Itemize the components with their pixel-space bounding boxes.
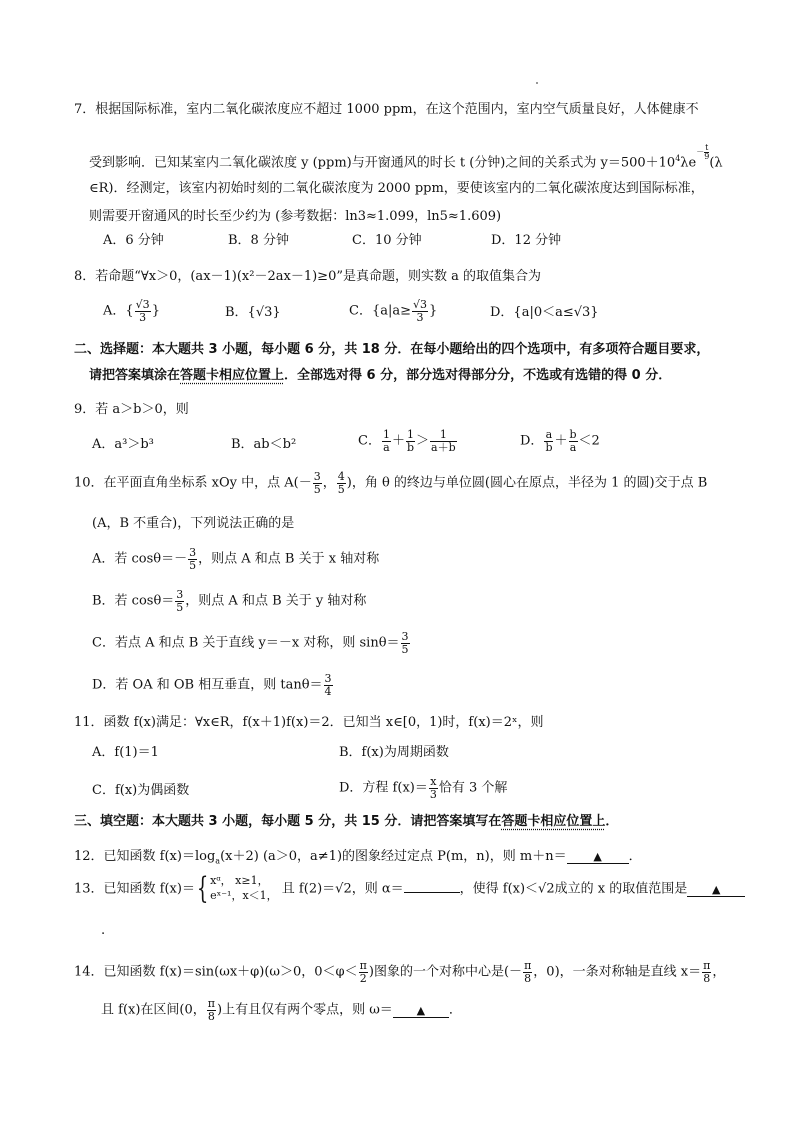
- q8-option-d-text: D．{a|0＜a≤√3}: [490, 305, 599, 320]
- q14-l1-d: ，: [712, 964, 726, 980]
- q9-c-f3d: a＋b: [431, 440, 456, 454]
- q8-option-b: [225, 306, 281, 319]
- q7-option-c-text: C．10 分钟: [352, 233, 422, 248]
- q10-d-den: 4: [324, 684, 332, 698]
- q13-answer-blank-range[interactable]: [687, 883, 745, 897]
- q10-f2n: 4: [337, 470, 345, 483]
- q14-f4n: π: [207, 997, 215, 1010]
- q9-c-f2n: 1: [406, 428, 414, 441]
- q10-stem-mid: ，: [322, 475, 336, 491]
- q12-text-a: 12．已知函数 f(x)＝log: [74, 849, 216, 864]
- q8-c-pre: C．{a|a≥: [349, 303, 411, 319]
- q14-f2n: π: [524, 959, 532, 972]
- q8-c-den: 3: [416, 310, 424, 324]
- q9-d-plus: ＋: [554, 433, 568, 449]
- q10-option-d: [92, 673, 334, 697]
- q10-b-post: ，则点 A 和点 B 关于 y 轴对称: [185, 593, 367, 609]
- q7-exp-frac: － $\frac{t}{9}$: [696, 143, 710, 161]
- q10-frac2: [337, 471, 346, 495]
- q14-l1-a: 14．已知函数 f(x)＝sin(ωx＋φ)(ω＞0，0＜φ＜: [74, 964, 358, 980]
- q7-line1-text: 7．根据国际标准，室内二氧化碳浓度应不超过 1000 ppm，在这个范围内，室内空气质量良好，人体健康不: [74, 102, 699, 117]
- q11-d-pre: D．方程 f(x)＝: [339, 780, 428, 796]
- q10-a-pre: A．若 cosθ＝－: [92, 551, 188, 567]
- q14-frac4: [207, 998, 216, 1022]
- q12-text-b: (x＋2) (a＞0，a≠1)的图象经过定点 P(m，n)，则 m＋n＝: [220, 849, 567, 864]
- q10-option-c: [92, 631, 411, 655]
- q8-option-c: [349, 299, 437, 323]
- q8-c-frac: [412, 299, 428, 323]
- section2-line2: [89, 369, 671, 382]
- q7-line4-text: 则需要开窗通风的时长至少约为 (参考数据：ln3≈1.099，ln5≈1.609): [89, 209, 502, 224]
- q7-option-d-text: D．12 分钟: [491, 233, 562, 248]
- q14-end: ．: [448, 1002, 462, 1018]
- q14-l1-b: )图象的一个对称中心是(－: [368, 964, 523, 980]
- q7-option-b: [228, 234, 289, 247]
- section2-line1-text: 二、选择题：本大题共 3 小题，每小题 6 分，共 18 分．在每小题给出的四个选项中，有多项符合题目要求，: [74, 342, 710, 357]
- q10-b-pre: B．若 cosθ＝: [92, 593, 175, 609]
- q10-f2d: 5: [337, 482, 345, 496]
- q9-c-f1d: a: [383, 440, 390, 454]
- q12-answer-blank[interactable]: [567, 850, 629, 864]
- q10-stem: [74, 471, 707, 495]
- q10-d-pre: D．若 OA 和 OB 相互垂直，则 tanθ＝: [92, 677, 323, 693]
- q10-c-num: 3: [401, 630, 409, 643]
- q14-l1-c: ，0)，一条对称轴是直线 x＝: [533, 964, 702, 980]
- q11-d-post: 恰有 3 个解: [438, 780, 508, 796]
- q7-option-a: [103, 234, 164, 247]
- q9-c-frac1: [382, 429, 391, 453]
- q9-c-frac2: [406, 429, 415, 453]
- q11-stem: [74, 716, 544, 729]
- q13-pre: 13．已知函数 f(x)＝: [74, 881, 195, 897]
- q10-stem-b: )，角 θ 的终边与单位圆(圆心在原点，半径为 1 的圆)交于点 B: [346, 475, 708, 491]
- q8-option-b-text: B．{√3}: [225, 305, 281, 320]
- q11-option-c-text: C．f(x)为偶函数: [92, 783, 190, 798]
- q14-frac2: [523, 960, 532, 984]
- q8-a-frac: [135, 299, 151, 323]
- q7-exp-frac-den: 9: [704, 152, 710, 161]
- q14-line1: [74, 960, 725, 984]
- section2-line2-a: 请把答案填涂在: [89, 368, 181, 383]
- q8-option-a: [103, 299, 160, 323]
- q9-c-plus: ＋: [391, 433, 405, 449]
- section3-heading: [74, 815, 618, 828]
- section2-line1: [74, 343, 709, 356]
- q7-option-a-text: A．6 分钟: [103, 233, 164, 248]
- q10-c-frac: [401, 631, 410, 655]
- q8-a-num: √3: [135, 298, 150, 311]
- q11-option-a-text: A．f(1)＝1: [92, 745, 159, 760]
- q9-c-f1n: 1: [382, 428, 390, 441]
- q9-option-a: [92, 438, 154, 451]
- q10-d-num: 3: [324, 672, 332, 685]
- q11-option-b: [339, 746, 449, 759]
- q10-frac1: [313, 471, 322, 495]
- q14-f3d: 8: [703, 971, 711, 985]
- q10-option-a: [92, 547, 379, 571]
- q9-d-post: ＜2: [578, 433, 600, 449]
- q7-line1: [74, 103, 699, 116]
- q9-c-frac3: [430, 429, 457, 453]
- q14-frac1: [359, 960, 368, 984]
- q10-stem-a: 10．在平面直角坐标系 xOy 中，点 A(－: [74, 475, 312, 491]
- q11-d-den: 3: [429, 787, 437, 801]
- q7-exp-frac-num: t: [705, 143, 709, 152]
- q10-b-den: 5: [176, 600, 184, 614]
- q9-d-f1d: b: [545, 440, 553, 454]
- q12-triangle-icon: ▲: [593, 850, 602, 863]
- q13-triangle-icon: ▲: [711, 882, 721, 896]
- q11-option-d: [339, 776, 507, 800]
- section3-dotted-phrase: 答题卡相应位置上: [501, 814, 606, 829]
- q12-line: [74, 850, 642, 866]
- q9-stem-text: 9．若 a＞b＞0，则: [74, 402, 189, 417]
- q9-option-d: [520, 429, 600, 453]
- q9-d-f2n: b: [569, 428, 577, 441]
- q14-line2: [101, 998, 462, 1022]
- q7-lambda-e: λe: [680, 155, 697, 171]
- q9-d-f1n: a: [545, 428, 553, 441]
- q14-frac3: [702, 960, 711, 984]
- q13-line: [74, 871, 745, 906]
- q8-c-num: √3: [413, 298, 428, 311]
- q14-f1d: 2: [359, 971, 367, 985]
- q9-d-pre: D．: [520, 433, 544, 449]
- q9-stem: [74, 403, 189, 416]
- q10-d-frac: [324, 673, 333, 697]
- q10-f1d: 5: [313, 482, 321, 496]
- q10-a-post: ，则点 A 和点 B 关于 x 轴对称: [198, 551, 380, 567]
- q7-line3: [89, 182, 704, 195]
- q9-option-a-text: A．a³＞b³: [92, 437, 154, 452]
- q11-d-frac: [429, 776, 438, 800]
- q12-log-base: a: [215, 856, 221, 866]
- q13-piece1: xᵅ， x≥1，: [210, 874, 269, 888]
- q13-end: [101, 924, 105, 937]
- q7-option-d: [491, 234, 561, 247]
- q14-l2-b: )上有且仅有两个零点，则 ω＝: [217, 1002, 393, 1018]
- q14-l2-a: 且 f(x)在区间(0，: [101, 1002, 206, 1018]
- q8-c-post: }: [429, 303, 438, 319]
- q7-option-c: [352, 234, 422, 247]
- q9-option-b-text: B．ab＜b²: [231, 437, 297, 452]
- q9-c-pre: C．: [358, 433, 381, 449]
- q9-c-f2d: b: [406, 440, 415, 454]
- q14-f3n: π: [703, 959, 711, 972]
- q10-c-den: 5: [401, 642, 409, 656]
- q10-b-frac: [175, 589, 184, 613]
- q7-exp4: 4: [675, 154, 681, 164]
- q13-piece2: eˣ⁻¹，x＜1，: [210, 889, 278, 902]
- q8-stem-text: 8．若命题“∀x＞0，(ax－1)(x²－2ax－1)≥0”是真命题，则实数 a 的取值集合为: [74, 269, 541, 284]
- q7-line4: [89, 210, 501, 223]
- q7-line2-tail: (λ: [709, 155, 723, 171]
- q8-option-d: [490, 306, 599, 319]
- q10-a-frac: [188, 547, 197, 571]
- q12-end: ．: [628, 849, 642, 864]
- section3-b: ．: [605, 814, 619, 829]
- q11-option-b-text: B．f(x)为周期函数: [339, 745, 449, 760]
- q14-f1n: π: [359, 959, 367, 972]
- q10-b-num: 3: [176, 588, 184, 601]
- q9-c-f3n: 1: [430, 429, 457, 442]
- section3-a: 三、填空题：本大题共 3 小题，每小题 5 分，共 15 分．请把答案填写在: [74, 814, 502, 829]
- q13-piecewise: [210, 874, 278, 904]
- q13-end-text: .: [101, 923, 106, 938]
- q8-stem: [74, 270, 541, 283]
- q7-line3-text: ∈R)．经测定，该室内初始时刻的二氧化碳浓度为 2000 ppm，要使该室内的二氧化碳浓度达到国际标准，: [89, 181, 704, 196]
- q10-line2: [92, 517, 294, 530]
- q10-a-den: 5: [189, 558, 197, 572]
- q14-triangle-icon: ▲: [416, 1003, 426, 1017]
- q10-c-pre: C．若点 A 和点 B 关于直线 y＝－x 对称，则 sinθ＝: [92, 635, 400, 651]
- q13-answer-blank-alpha[interactable]: [404, 892, 460, 893]
- q9-c-gt: ＞: [416, 433, 430, 449]
- q11-option-a: [92, 746, 159, 759]
- q11-d-num: x: [430, 775, 437, 788]
- q10-f1n: 3: [313, 470, 321, 483]
- q14-answer-blank[interactable]: [393, 1004, 449, 1018]
- q9-option-b: [231, 438, 296, 451]
- q7-line2: [89, 144, 723, 170]
- stray-dot: [536, 82, 538, 84]
- q11-option-c: [92, 784, 189, 797]
- q14-f2d: 8: [524, 971, 532, 985]
- q7-line2-text: 受到影响．已知某室内二氧化碳浓度 y (ppm)与开窗通风的时长 t (分钟)之间的关系式为 y＝500＋10: [89, 155, 676, 171]
- q10-a-num: 3: [189, 546, 197, 559]
- q13-mid2: ，使得 f(x)＜√2成立的 x 的取值范围是: [459, 881, 688, 897]
- q9-d-frac2: [569, 429, 578, 453]
- q8-a-post: }: [151, 303, 160, 319]
- q8-a-pre: A．{: [103, 303, 134, 319]
- q10-option-b: [92, 589, 366, 613]
- q11-stem-text: 11．函数 f(x)满足：∀x∈R，f(x＋1)f(x)＝2．已知当 x∈[0，1)时，f(x)＝2ˣ，则: [74, 715, 544, 730]
- q10-line2-text: (A，B 不重合)，下列说法正确的是: [92, 516, 295, 531]
- q9-option-c: [358, 429, 458, 453]
- q14-f4d: 8: [207, 1009, 215, 1023]
- q9-d-frac1: [544, 429, 553, 453]
- q9-d-f2d: a: [569, 440, 577, 454]
- q13-brace: {: [196, 871, 209, 906]
- section2-line2-b: ．全部选对得 6 分，部分选对得部分分，不选或有选错的得 0 分．: [284, 368, 672, 383]
- section2-dotted-phrase: 答题卡相应位置上: [180, 368, 285, 383]
- q13-mid: 且 f(2)＝√2，则 α＝: [281, 881, 404, 897]
- q7-option-b-text: B．8 分钟: [228, 233, 289, 248]
- q8-a-den: 3: [139, 310, 147, 324]
